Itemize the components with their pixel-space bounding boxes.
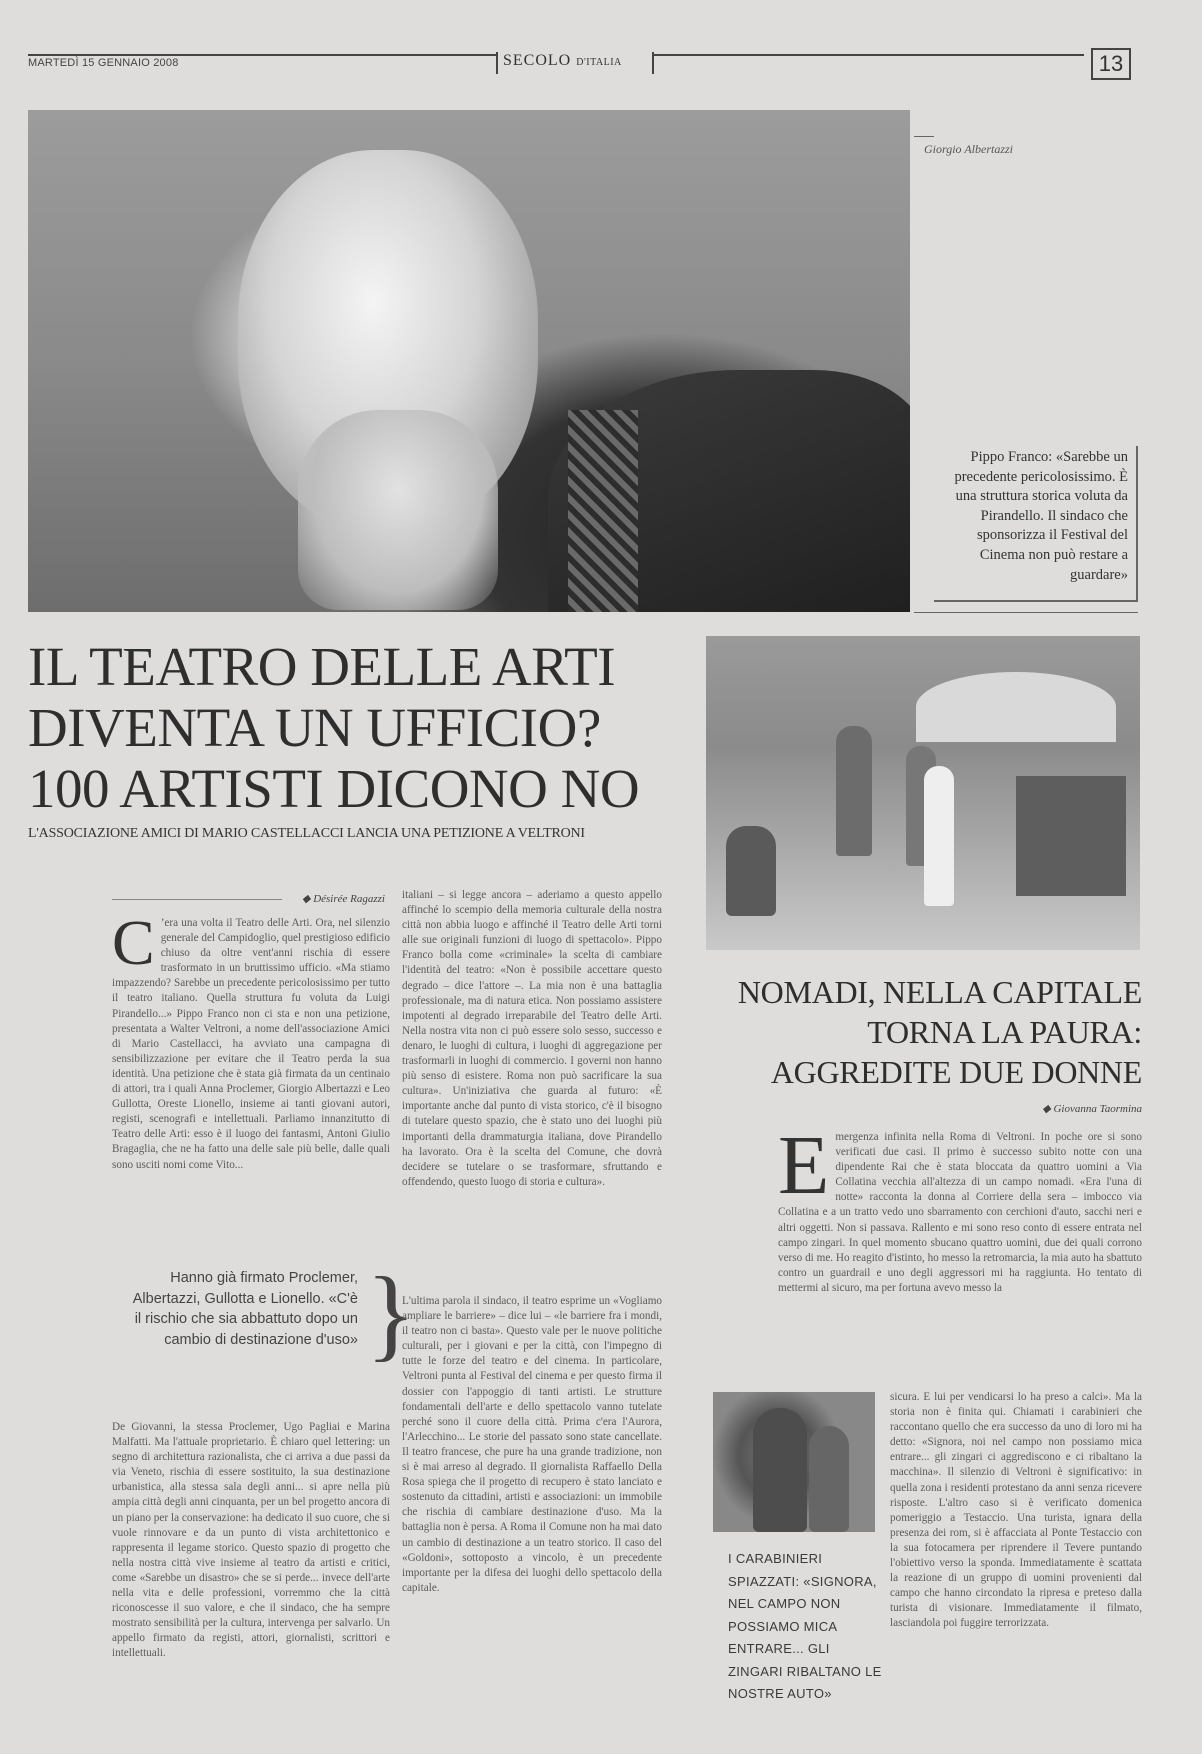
article-text: mergenza infinita nella Roma di Veltroni. In poche ore si sono verificati due casi. Il primo è successo subito notte con una dipendente Rai che è stata bloccata da quattro uomini a Via Collatina vecchia all'altezza di un campo nomadi. «Era l'una di notte» racconta la donna al Corriere della sera – imbocco via Collatina e a un tratto vedo uno sbarramento con cerchioni d'auto, sacchi neri e altri oggetti. Non si passava. Rallento e mi sono reso conto di essere entrata nel campo zingari. In quel momento sbucano quattro uomini, due dei quali corrono verso di me. Ho reagito d'istinto, ho messo la retromarcia, la mia auto ha sbattuto contro un guardrail e uno degli aggressori mi ha raggiunta. Ho tentato di mettermi al sicuro, ma per fortuna avevo messo la bbox=[778, 1131, 1142, 1294]
article-column-3-continued bbox=[890, 1390, 1142, 1696]
article-column-2-continued bbox=[402, 1294, 662, 1696]
photo-figure bbox=[753, 1408, 807, 1532]
portrait-photo bbox=[28, 110, 910, 612]
article-column-1-continued bbox=[112, 1420, 390, 1696]
photo-figure bbox=[809, 1426, 849, 1532]
article-text: italiani – si legge ancora – aderiamo a questo appello affinché lo scempio della memoria culturale della nostra città non abbia luogo e affinché il Teatro delle Arti torni alle sue originali funzioni di luogo di spettacolo». Pippo Franco bolla come «criminale» la scelta di cambiare l'identità del teatro: «Non è possibile accettare questo degrado – dice l'attore –. La mia non è una battaglia professionale, ma di natura etica. Non possiamo assistere impotenti al degrado irreparabile del Teatro delle Arti. Nella nostra vita non ci può essere solo sesso, successo e denaro, le luoghi di cultura, i luoghi di aggregazione per trasformarli in luoghi di commercio. I governi non hanno più senso di esistere. Roma non può sacrificare la sua cultura». Un'iniziativa che guarda al futuro: «È importante anche dal punto di vista storico, c'è il bisogno di tutelare questo spazio, che è stato uno dei luoghi più importanti della drammaturgia italiana, dove Pirandello ha lavorato. Ora è la scelta del Comune, che dovrà decidere se tutelare o se trasformare, sfruttando e offendendo, questo luogo di storia e cultura». bbox=[402, 889, 662, 1188]
article-headline: IL TEATRO DELLE ARTI DIVENTA UN UFFICIO? 100 ARTISTI DICONO NO bbox=[28, 636, 640, 819]
article-text: sicura. E lui per vendicarsi lo ha preso a calci». Ma la storia non è finita qui. Chiamati i carabinieri che raccontano quello che era successo da uno di loro mi ha detto: «Signora, noi nel campo non possiamo mica entrare... gli zingari ci aggrediscono e ci ribaltano la macchina». Il silenzio di Veltroni è significativo: in quella zona i residenti protestano da anni senza ricevere risposte. L'altro caso si è verificato domenica pomeriggio a Testaccio. Una turista, ignara della presenza dei rom, si è affacciata al Ponte Testaccio con la sua fotocamera per riprendere il Tevere puntando l'obiettivo verso la sponda. Immediatamente è scattata la reazione di un gruppo di uomini provenienti dal campo che hanno circondato la ripresa e preteso dalla turista di visionare. Immediatamente il filmato, lasciandola poi fuggire terrorizzata. bbox=[890, 1391, 1142, 1630]
article-pull-quote: Hanno già firmato Proclemer, Albertazzi, Gullotta e Lionello. «C'è il rischio che sia abbattuto dopo un cambio di destinazione d'uso» bbox=[132, 1270, 358, 1348]
pull-quote-rule bbox=[914, 612, 1138, 613]
header-rule-left bbox=[28, 54, 496, 56]
photo-child-bike bbox=[726, 826, 776, 916]
photo-figure bbox=[924, 766, 954, 906]
article-text: ’era una volta il Teatro delle Arti. Ora, nel silenzio generale del Campidoglio, quel prestigioso edificio chiuso da oltre vent'anni rischia di essere trasformato in un bruttissimo ufficio. «Ma stiamo impazzendo? Sarebbe un precedente pericolosissimo per tutto il teatro italiano. Quella struttura fu voluta da Luigi Pirandello...» Pippo Franco non ci sta e non una petizione, presentata a Walter Veltroni, a nome dell'associazione Amici di Mario Castellacci, ha avviato una campagna di sensibilizzazione per evitare che il Teatro perda la sua identità. Una petizione che è stata già firmata da un centinaio di attori, tra i quali Anna Proclemer, Giorgio Albertazzi e Leo Gullotta, Oreste Lionello, insieme ai tanti giovani autori, registi, scenografi e intellettuali. Parliamo innanzitutto di Teatro delle Arti: esso è il luogo dei fantasmi, Antoni Giulio Bragaglia, che ne ha fatto una delle sale più belle, dalle quali sono usciti nomi come Vito... bbox=[112, 917, 390, 1171]
caption-rule bbox=[914, 136, 934, 137]
page-number: 13 bbox=[1091, 48, 1131, 80]
article-dropcap: E bbox=[778, 1130, 830, 1212]
photo-pull-quote: Pippo Franco: «Sarebbe un precedente pericolosissimo. È una struttura storica voluta da Pirandello. Il sindaco che sponsorizza il Festival del Cinema non può restare a guardare» bbox=[934, 446, 1138, 602]
nomad-camp-photo bbox=[706, 636, 1140, 950]
photo-tent bbox=[916, 672, 1116, 742]
article-kicker: L'ASSOCIAZIONE AMICI DI MARIO CASTELLACCI LANCIA UNA PETIZIONE A VELTRONI bbox=[28, 826, 585, 841]
photo-container bbox=[1016, 776, 1126, 896]
photo-figure bbox=[836, 726, 872, 856]
brand-suffix: D'ITALIA bbox=[576, 57, 622, 68]
women-photo bbox=[713, 1392, 875, 1532]
article-column-3 bbox=[778, 1130, 1142, 1382]
header-divider bbox=[496, 52, 498, 74]
article-text: De Giovanni, la stessa Proclemer, Ugo Pagliai e Marina Malfatti. Ma l'attuale proprietario. È chiaro quel lettering: un segno di architettura razionalista, che ci arriva a due passi da via Veneto, rischia di essere sostituito, la sua destinazione urbanistica, alla stessa sala degli anni... si apre nella più ampia città degli anni cinquanta, per un bel progetto ancora di un piano per la conservazione: ha dedicato il suo cuore, che si vuole rinnovare e da un punto di vista architettonico e rappresenta il legame storico. Questo spazio di progetto che nella nostra città vive insieme al teatro da artisti e critici, come «Sarebbe un disastro» che se si perde... invece dell'arte nella vita e delle professioni, vorremmo che la città riconoscesse il suo valore, e che il sindaco, che ha sempre mostrato sensibilità per la cultura, intervenga per salvarlo. Un appello firmato da registi, attori, giornalisti, scrittori e intellettuali. bbox=[112, 1421, 390, 1660]
article-column-1 bbox=[112, 916, 390, 1226]
article-byline: ◆ Giovanna Taormina bbox=[1042, 1103, 1142, 1115]
photo-caption-name: Giorgio Albertazzi bbox=[924, 142, 1014, 156]
pull-quote-brace: } bbox=[366, 1256, 416, 1371]
photo-hand bbox=[298, 410, 498, 610]
header-rule-right bbox=[652, 54, 1084, 56]
article-text: L'ultima parola il sindaco, il teatro esprime un «Vogliamo ampliare le barriere» – dice lui – «le barriere fra i mondi, il teatro non ci basta». Questo vale per le nuove politiche culturali, per i giovani e per la città, con l'impegno di tutte le forze del teatro e del cinema. In particolare, Veltroni punta al Festival del cinema e per questo firma il dossier con l'appoggio di tanti artisti. Le strutture fondamentali dell'arte e dello spettacolo vanno tutelate perché sono il cuore della città. Prima c'era l'Aurora, l'Arlecchino... Le storie del passato sono state cancellate. Il teatro francese, che pure ha una grande tradizione, non si è mai arreso al degrado. Il giornalista Raffaello Della Rosa spiega che il progetto di recupero è stato lanciato e sostenuto da cittadini, artisti e associazioni: un immobile che rischia di cambiare destinazione d'uso. Ma la battaglia non è persa. A Roma il Comune non ha mai dato un cambio di destinazione a un teatro storico. Il caso del «Goldoni», sottoposto a vincolo, è un precedente importante per la difesa dei luoghi dello spettacolo della capitale. bbox=[402, 1295, 662, 1594]
photo-scarf bbox=[568, 410, 638, 612]
article-headline: NOMADI, NELLA CAPITALE TORNA LA PAURA: AGGREDITE DUE DONNE bbox=[737, 974, 1142, 1090]
issue-date: MARTEDÌ 15 GENNAIO 2008 bbox=[28, 57, 179, 69]
photo-caption: I CARABINIERI SPIAZZATI: «SIGNORA, NEL CAMPO NON POSSIAMO MICA ENTRARE... GLI ZINGARI RIBALTANO LE NOSTRE AUTO» bbox=[728, 1551, 882, 1701]
brand-name: SECOLO bbox=[503, 52, 572, 69]
article-column-2 bbox=[402, 888, 662, 1286]
byline-rule bbox=[112, 899, 282, 900]
article-dropcap: C bbox=[112, 916, 155, 978]
newspaper-brand bbox=[503, 52, 622, 70]
article-byline: ◆ Désirée Ragazzi bbox=[301, 893, 385, 905]
